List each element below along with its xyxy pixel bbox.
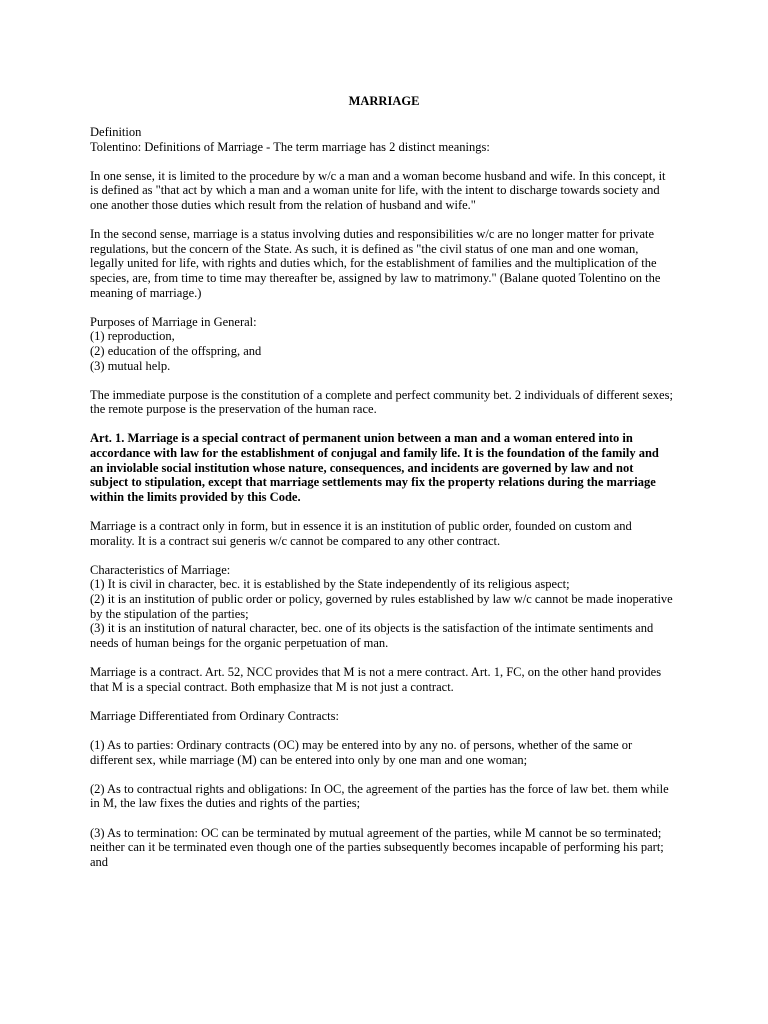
text-line: Art. 1. Marriage is a special contract of permanent union between a man and a woman entered into in [90, 431, 633, 446]
text-line: (3) mutual help. [90, 358, 171, 373]
text-line: the remote purpose is the preservation of the human race. [90, 402, 377, 417]
text-line: (2) As to contractual rights and obligations: In OC, the agreement of the parties has the force of law bet. them while [90, 781, 669, 796]
text-line: Purposes of Marriage in General: [90, 314, 257, 329]
text-line: The immediate purpose is the constitution of a complete and perfect community bet. 2 individuals of different sexes; [90, 387, 673, 402]
paragraph [90, 227, 730, 300]
text-line: Definition [90, 125, 142, 139]
text-line: one another those duties which result from the relation of husband and wife." [90, 197, 476, 212]
text-line: morality. It is a contract sui generis w/c cannot be compared to any other contract. [90, 533, 501, 548]
paragraph [90, 738, 730, 767]
text-line: in M, the law fixes the duties and rights of the parties; [90, 796, 361, 811]
document-body [90, 125, 730, 884]
text-line: is defined as "that act by which a man and a woman unite for life, with the intent to discharge towards society and [90, 183, 660, 198]
text-line: meaning of marriage.) [90, 285, 202, 300]
paragraph [90, 826, 730, 870]
text-line: (1) reproduction, [90, 329, 175, 344]
text-line: different sex, while marriage (M) can be entered into only by one man and one woman; [90, 752, 528, 767]
text-line: that M is a special contract. Both emphasize that M is not just a contract. [90, 679, 454, 694]
text-line: by the stipulation of the parties; [90, 606, 249, 621]
text-line: legally united for life, with rights and duties which, for the establishment of families and the multiplication of the [90, 256, 657, 271]
text-line: regulations, but the concern of the State. As such, it is defined as "the civil status of one man and one woman, [90, 241, 639, 256]
text-line: Marriage is a contract. Art. 52, NCC provides that M is not a mere contract. Art. 1, FC, on the other hand provides [90, 664, 662, 679]
text-line: Marriage is a contract only in form, but in essence it is an institution of public order, founded on custom and [90, 519, 632, 534]
document-title: MARRIAGE [348, 94, 420, 108]
paragraph [90, 125, 730, 154]
text-line: Characteristics of Marriage: [90, 562, 231, 577]
text-line: needs of human beings for the organic perpetuation of man. [90, 635, 389, 650]
text-line: (3) it is an institution of natural character, bec. one of its objects is the satisfaction of the intimate sentiments and [90, 621, 654, 636]
text-line: (3) As to termination: OC can be terminated by mutual agreement of the parties, while M cannot be so terminated; [90, 825, 662, 840]
paragraph [90, 665, 730, 694]
text-line: (2) education of the offspring, and [90, 343, 262, 358]
text-line: Tolentino: Definitions of Marriage - The term marriage has 2 distinct meanings: [90, 139, 490, 154]
paragraph [90, 519, 730, 548]
text-line: an inviolable social institution whose nature, consequences, and incidents are governed by law and not [90, 460, 634, 475]
text-line: neither can it be terminated even though one of the parties subsequently becomes incapable of performing his part; [90, 840, 664, 855]
text-line: subject to stipulation, except that marriage settlements may fix the property relations during the marriage [90, 475, 656, 490]
paragraph [90, 782, 730, 811]
paragraph [90, 388, 730, 417]
paragraph [90, 315, 730, 373]
paragraph [90, 563, 730, 651]
article-paragraph [90, 431, 730, 504]
text-line: and [90, 854, 109, 869]
text-line: Marriage Differentiated from Ordinary Contracts: [90, 708, 339, 723]
text-line: within the limits provided by this Code. [90, 489, 301, 504]
text-line: (1) As to parties: Ordinary contracts (OC) may be entered into by any no. of persons, whether of the same or [90, 737, 633, 752]
text-line: (1) It is civil in character, bec. it is established by the State independently of its religious aspect; [90, 577, 570, 592]
text-line: In one sense, it is limited to the procedure by w/c a man and a woman become husband and wife. In this concept, it [90, 168, 666, 183]
text-line: In the second sense, marriage is a status involving duties and responsibilities w/c are no longer matter for private [90, 227, 655, 242]
text-line: species, are, from time to time may thereafter be, assigned by law to matrimony." (Balane quoted Tolentino on the [90, 270, 661, 285]
paragraph [90, 709, 730, 724]
text-line: (2) it is an institution of public order or policy, governed by rules established by law w/c cannot be made inoperative [90, 592, 673, 606]
text-line: accordance with law for the establishment of conjugal and family life. It is the foundation of the family and [90, 446, 659, 461]
paragraph [90, 169, 730, 213]
